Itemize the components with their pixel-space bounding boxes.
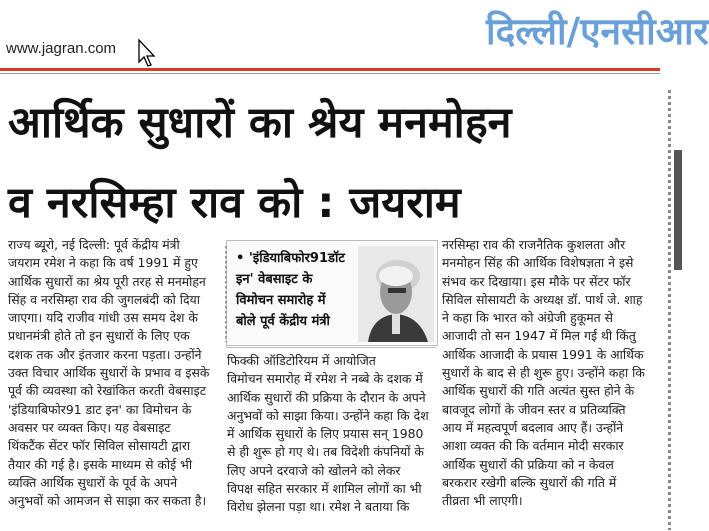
article-line: अनुभवों को साझा किया। उन्होंने कहा कि देश <box>227 407 429 423</box>
adjacent-article-photo <box>674 150 682 270</box>
box-title-line: • 'इंडियाबिफोर91डॉट <box>236 251 345 266</box>
article-line: विरोध झेलना पड़ा था। रमेश ने बताया कि <box>227 499 410 515</box>
article-column-1 <box>8 236 216 510</box>
jairam-ramesh-photo <box>358 246 434 342</box>
article-line: बरकरार रखेगी बल्कि सुधारों की गति में <box>442 474 617 490</box>
headline-line-2: व नरसिम्हा राव को : जयराम <box>8 178 461 228</box>
article-line: आर्थिक सुधारों की गति अत्यंत सुस्त होने के <box>442 383 635 399</box>
article-line: पूर्व की व्यवस्था को रेखांकित करती वेबसाइट <box>8 383 206 399</box>
article-line: तैयार की गई है। इसके माध्यम से कोई भी <box>8 456 193 472</box>
article-line: थिंकटैंक सेंटर फॉर सिविल सोसायटी द्वारा <box>8 438 191 454</box>
article-line: आर्थिक सुधारों की प्रक्रिया को न केवल <box>442 456 614 472</box>
article-line: सिंह व नरसिम्हा राव की जुगलबंदी को दिया <box>8 291 200 307</box>
article-line: आर्थिक सुधारों की प्रक्रिया के दौरान के अपने <box>227 389 426 405</box>
column-divider <box>668 90 671 530</box>
article-line: मनमोहन सिंह की आर्थिक विशेषज्ञता ने इसे <box>442 255 634 271</box>
article-line: जयराम रमेश ने कहा कि वर्ष 1991 में हुए <box>8 255 198 271</box>
article-line: लिए अपने दरवाजे को खोलने को लेकर <box>227 462 401 478</box>
article-line: फिक्की ऑडिटोरियम में आयोजित <box>227 353 376 368</box>
highlight-box-title <box>236 248 356 332</box>
box-title-line: विमोचन समारोह में <box>236 293 326 308</box>
site-url[interactable]: www.jagran.com <box>6 40 117 57</box>
box-title-line: इन' वेबसाइट के <box>236 272 313 287</box>
article-line: तीव्रता भी लाएगी। <box>442 493 523 509</box>
article-line: नरसिम्हा राव की राजनैतिक कुशलता और <box>442 237 626 252</box>
section-label: दिल्ली/एनसीआर <box>486 10 709 53</box>
article-line: आजादी तो सन 1947 में मिल गई थी किंतु <box>442 328 636 344</box>
article-line: आशा व्यक्त की कि वर्तमान मोदी सरकार <box>442 438 624 454</box>
article-line: राज्य ब्यूरो, नई दिल्ली: पूर्व केंद्रीय मंत्री <box>8 237 180 252</box>
article-line: से ही शुरू हो गए थे। तब विदेशी कंपनियों के <box>227 444 424 460</box>
article-line: आय में महत्वपूर्ण बदलाव आए हैं। उन्होंने <box>442 419 624 435</box>
article-line: अवसर पर व्यक्त किए। यह वेबसाइट <box>8 419 171 435</box>
header-rule-thin <box>0 73 660 74</box>
box-bottom-rule <box>226 347 436 348</box>
article-line: विपक्ष सहित सरकार में शामिल लोगों का भी <box>227 481 422 497</box>
article-line: व्यक्ति आर्थिक सुधारों के पूर्व के अपने <box>8 474 178 490</box>
article-line: अनुभवों को आमजन से साझा कर सकता है। <box>8 493 207 509</box>
box-title-line: बोले पूर्व केंद्रीय मंत्री <box>236 314 330 329</box>
article-line: 'इंडियाबिफोर91 डाट इन' का विमोचन के <box>8 401 192 417</box>
article-line: विमोचन समारोह में रमेश ने नब्बे के दशक में <box>227 371 423 387</box>
article-line: आर्थिक सुधारों का श्रेय पूरी तरह से मनमोहन <box>8 273 206 289</box>
article-line: दशक तक और इंतजार करना पड़ता। उन्होंने <box>8 346 202 362</box>
header-rule <box>0 68 660 71</box>
article-line: प्रधानमंत्री होते तो इन सुधारों के लिए एक <box>8 328 190 344</box>
article-line: आर्थिक आजादी के प्रयास 1991 के आर्थिक <box>442 346 644 362</box>
article-line: में आर्थिक सुधारों के लिए प्रयास सन् 1980 <box>227 426 424 442</box>
headline-line-1: आर्थिक सुधारों का श्रेय मनमोहन <box>8 98 512 148</box>
article-line: ने कहा कि भारत को अंग्रेजी हुकूमत से <box>442 310 614 326</box>
article-line: सुधारों के बाद से ही शुरू हुए। उन्होंने कहा कि <box>442 365 645 381</box>
article-line: उक्त विचार आर्थिक सुधारों के प्रभाव व इसके <box>8 365 210 381</box>
box-divider <box>225 246 227 342</box>
article-column-2 <box>227 352 435 517</box>
mouse-cursor-icon <box>137 38 157 68</box>
article-line: सिविल सोसायटी के अध्यक्ष डॉ. पार्थ जे. शाह <box>442 291 643 307</box>
article-line: जाएगा। यदि राजीव गांधी उस समय देश के <box>8 310 198 326</box>
article-line: बावजूद लोगों के जीवन स्तर व प्रतिव्यक्ति <box>442 401 626 417</box>
article-line: संभव कर दिखाया। इस मौके पर सेंटर फॉर <box>442 273 631 289</box>
article-column-3 <box>442 236 662 510</box>
